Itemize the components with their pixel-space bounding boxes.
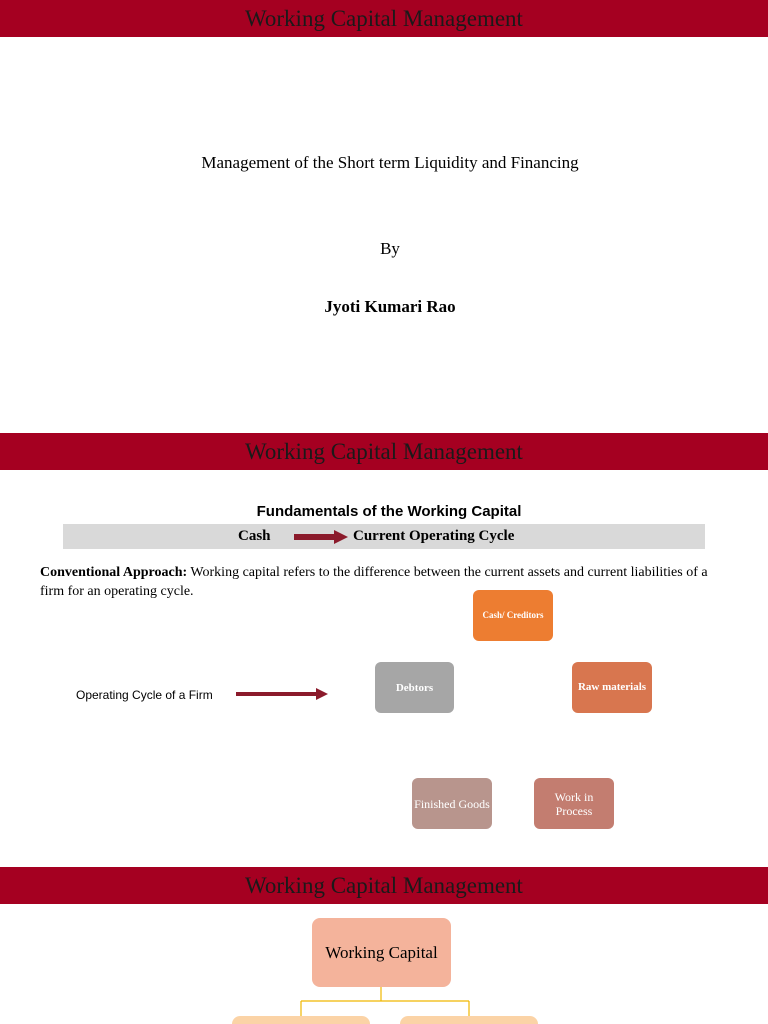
child-box-right [400,1016,538,1024]
operating-cycle-label: Operating Cycle of a Firm [76,688,213,702]
conventional-approach-paragraph [40,563,730,601]
section-heading: Fundamentals of the Working Capital [256,503,522,520]
slide-banner: Working Capital Management [0,433,768,470]
slide-fundamentals [0,433,768,867]
working-capital-box: Working Capital [312,918,451,987]
by-label: By [380,239,400,258]
cycle-box-finished-goods: Finished Goods [412,778,492,829]
presentation-subtitle: Management of the Short term Liquidity and Financing [201,153,579,172]
slide-banner: Working Capital Management [0,867,768,904]
cycle-box-cash-creditors: Cash/ Creditors [473,590,553,641]
slide-banner: Working Capital Management [0,0,768,37]
child-box-left [232,1016,370,1024]
author-name: Jyoti Kumari Rao [324,297,456,316]
flow-to-label: Current Operating Cycle [353,528,515,544]
cycle-box-debtors: Debtors [375,662,454,713]
paragraph-label: Conventional Approach: [40,565,188,580]
cycle-box-work-in-process: Work in Process [534,778,614,829]
flow-arrow-icon [294,529,348,545]
flow-from-label: Cash [238,528,271,544]
slide-title [0,0,768,433]
cycle-box-raw-materials: Raw materials [572,662,652,713]
slide-working-capital-tree [0,867,768,1024]
tree-connector [290,987,480,1019]
operating-cycle-arrow-icon [236,687,328,701]
paragraph-text: Working capital refers to the difference between the current assets and current liabilities of a firm for an operating cycle. [40,565,708,599]
